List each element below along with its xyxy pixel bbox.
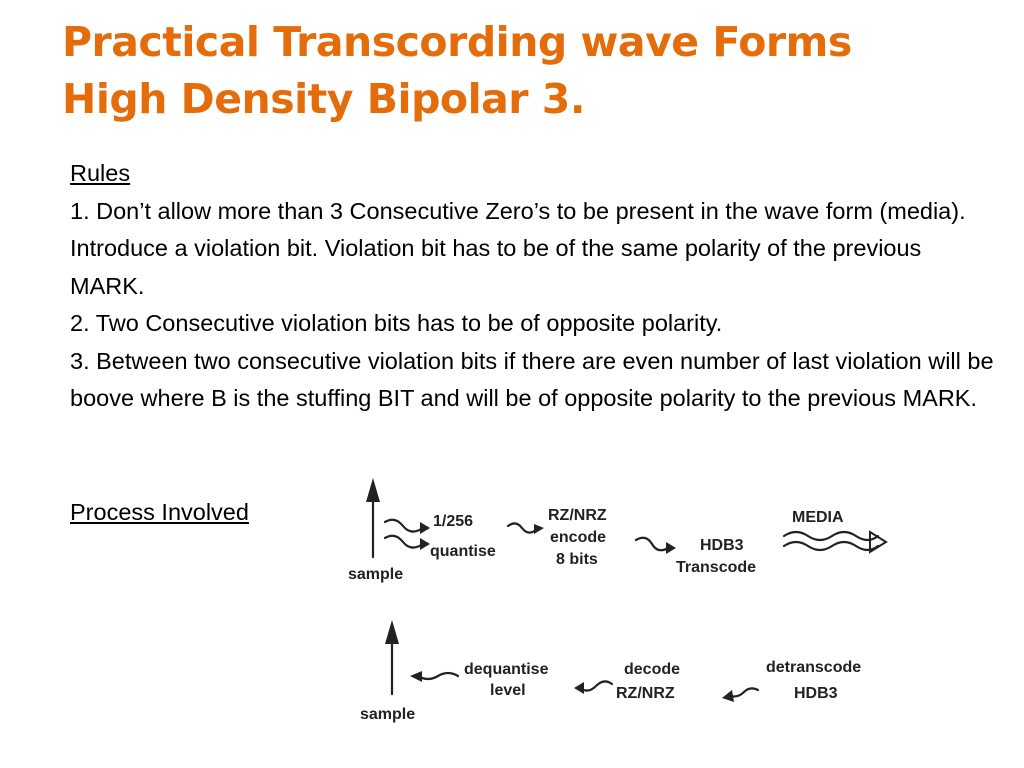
encode-flow xyxy=(348,478,886,583)
arrowhead-sample xyxy=(410,671,422,682)
arrowhead-encode xyxy=(534,524,544,534)
media-label: MEDIA xyxy=(792,509,844,526)
arrow-to-quantise-2 xyxy=(385,536,423,548)
rule-1: 1. Don’t allow more than 3 Consecutive Zero’s to be present in the wave form (media). Introduce a violation bit. Violation bit has to be of the same polarity of the previous MARK. xyxy=(70,197,966,299)
dequantise-label-1: dequantise xyxy=(464,661,549,678)
transcode-label-2: Transcode xyxy=(676,559,757,576)
encode-label-1: RZ/NRZ xyxy=(548,507,607,524)
process-heading: Process Involved xyxy=(70,499,249,525)
arrow-to-quantise-1 xyxy=(385,520,423,532)
transcode-label-1: HDB3 xyxy=(700,537,744,554)
encode-label-3: 8 bits xyxy=(556,551,598,568)
rules-section xyxy=(70,155,1000,418)
quantise-top-label: 1/256 xyxy=(433,513,474,530)
detranscode-label-1: detranscode xyxy=(766,659,862,676)
title-line-2: High Density Bipolar 3. xyxy=(62,75,585,123)
detranscode-label-2: HDB3 xyxy=(794,685,838,702)
process-diagram-svg xyxy=(340,462,900,732)
arrow-to-sample xyxy=(418,673,458,679)
arrow-to-transcode xyxy=(636,538,668,551)
arrowhead-quantise-2 xyxy=(420,538,430,550)
media-wave-1 xyxy=(784,532,878,540)
encode-sample-label: sample xyxy=(348,566,404,583)
process-diagram xyxy=(340,462,900,732)
rule-2: 2. Two Consecutive violation bits has to be of opposite polarity. xyxy=(70,310,723,336)
quantise-bottom-label: quantise xyxy=(430,543,496,560)
media-wave-2 xyxy=(784,542,878,550)
arrowhead-dequantise xyxy=(574,682,584,694)
decode-label-2: RZ/NRZ xyxy=(616,685,675,702)
decode-label-1: decode xyxy=(624,661,681,678)
arrowhead-quantise-1 xyxy=(420,522,430,534)
decode-sample-label: sample xyxy=(360,706,416,723)
decode-sample-arrowhead xyxy=(385,620,399,644)
slide-title xyxy=(62,14,852,128)
rule-3: 3. Between two consecutive violation bits if there are even number of last violation will be boove where B is the stuffing BIT and will be of opposite polarity to the previous MARK. xyxy=(70,347,994,411)
sample-arrowhead xyxy=(366,478,380,502)
arrowhead-decode xyxy=(722,690,734,702)
arrowhead-transcode xyxy=(666,542,676,554)
encode-label-2: encode xyxy=(550,529,607,546)
arrow-to-dequantise xyxy=(580,681,612,690)
arrow-to-decode xyxy=(730,688,758,696)
rules-heading: Rules xyxy=(70,160,131,186)
dequantise-label-2: level xyxy=(490,682,526,699)
title-line-1: Practical Transcording wave Forms xyxy=(62,18,852,66)
arrow-to-encode xyxy=(508,523,536,532)
decode-flow xyxy=(360,620,861,723)
